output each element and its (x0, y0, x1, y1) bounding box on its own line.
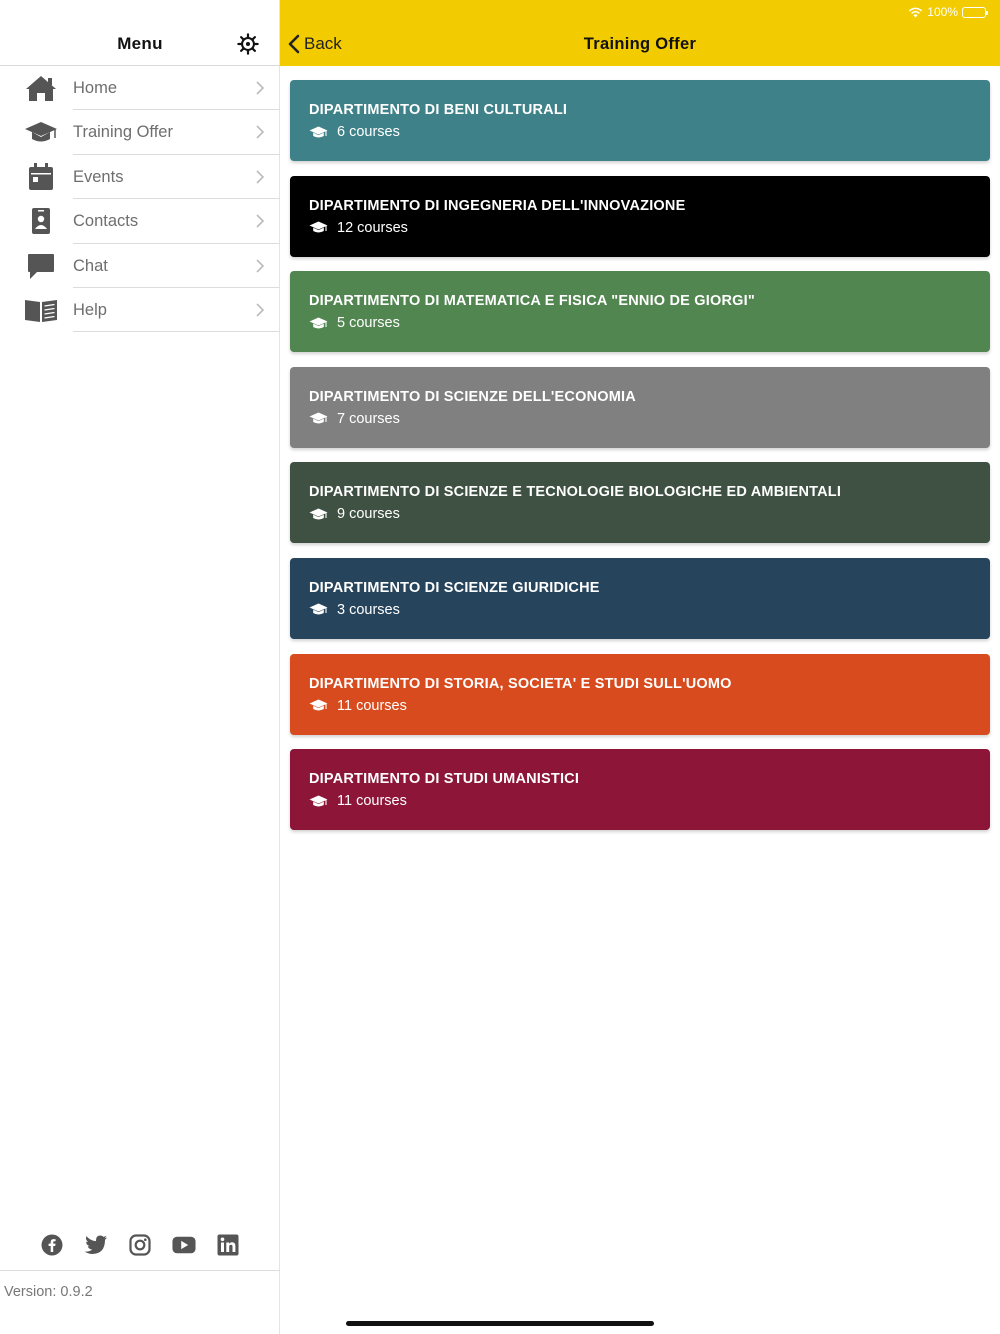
sidebar-item-label: Events (73, 167, 124, 186)
sidebar-item-label: Home (73, 79, 118, 97)
department-card[interactable] (290, 80, 990, 161)
course-count-label: 3 courses (337, 601, 400, 618)
chat-bubble-icon (24, 252, 58, 280)
status-bar (908, 4, 986, 20)
department-name: DIPARTIMENTO DI SCIENZE GIURIDICHE (309, 579, 600, 596)
department-card[interactable] (290, 176, 990, 257)
sidebar-item-label: Chat (73, 256, 108, 275)
linkedin-icon[interactable] (216, 1233, 240, 1257)
course-count (309, 220, 408, 236)
department-name: DIPARTIMENTO DI STORIA, SOCIETA' E STUDI SULL'UOMO (309, 675, 732, 692)
department-card[interactable] (290, 749, 990, 830)
graduation-cap-icon (309, 794, 329, 808)
instagram-icon[interactable] (128, 1233, 152, 1257)
department-name: DIPARTIMENTO DI MATEMATICA E FISICA "ENNIO DE GIORGI" (309, 293, 755, 310)
sidebar-item-label: Training Offer (73, 123, 173, 142)
course-count (309, 602, 400, 618)
chevron-right-icon (255, 169, 265, 185)
department-name: DIPARTIMENTO DI BENI CULTURALI (309, 102, 568, 118)
sidebar-item-training-offer[interactable] (0, 110, 280, 154)
course-count (309, 315, 400, 331)
course-count (309, 506, 400, 522)
youtube-icon[interactable] (172, 1233, 196, 1257)
department-list (290, 80, 990, 845)
department-name: DIPARTIMENTO DI SCIENZE DELL'ECONOMIA (309, 388, 636, 405)
course-count-label: 7 courses (337, 410, 400, 427)
chevron-right-icon (255, 302, 265, 318)
home-indicator[interactable] (346, 1321, 654, 1326)
course-count (309, 124, 400, 140)
department-card[interactable] (290, 271, 990, 352)
sidebar-menu (0, 0, 280, 1334)
book-icon (24, 296, 58, 324)
course-count-label: 5 courses (337, 315, 400, 332)
home-icon (24, 74, 58, 102)
facebook-icon[interactable] (40, 1233, 64, 1257)
top-navigation-bar (280, 0, 1000, 66)
department-card[interactable] (290, 654, 990, 735)
sidebar-item-home[interactable] (0, 66, 280, 110)
chevron-right-icon (255, 213, 265, 229)
menu-list (0, 66, 280, 332)
graduation-cap-icon (309, 507, 329, 521)
divider (0, 1270, 280, 1271)
chevron-right-icon (255, 258, 265, 274)
graduation-cap-icon (309, 125, 329, 139)
course-count (309, 411, 400, 427)
course-count (309, 793, 407, 809)
department-card[interactable] (290, 558, 990, 639)
graduation-cap-icon (309, 316, 329, 330)
page-title: Training Offer (583, 35, 697, 53)
social-links (0, 1230, 280, 1260)
graduation-cap-icon (309, 412, 329, 426)
calendar-icon (24, 163, 58, 191)
divider (73, 331, 280, 332)
graduation-cap-icon (24, 118, 58, 146)
course-count (309, 698, 407, 714)
menu-title: Menu (117, 34, 163, 53)
graduation-cap-icon (309, 221, 329, 235)
department-card[interactable] (290, 462, 990, 543)
course-count-label: 12 courses (337, 219, 408, 236)
chevron-right-icon (255, 80, 265, 96)
course-count-label: 11 courses (337, 793, 407, 810)
version-label: Version: 0.9.2 (4, 1284, 93, 1300)
course-count-label: 11 courses (337, 697, 407, 714)
back-label: Back (304, 34, 342, 53)
sidebar-item-help[interactable] (0, 288, 280, 332)
course-count-label: 9 courses (337, 506, 400, 523)
sidebar-item-events[interactable] (0, 155, 280, 199)
course-count-label: 6 courses (337, 124, 400, 140)
sidebar-header (0, 0, 280, 66)
department-name: DIPARTIMENTO DI STUDI UMANISTICI (309, 771, 580, 788)
department-name: DIPARTIMENTO DI SCIENZE E TECNOLOGIE BIOLOGICHE ED AMBIENTALI (309, 484, 842, 501)
battery-icon (962, 7, 986, 18)
graduation-cap-icon (309, 603, 329, 617)
battery-percentage: 100% (927, 5, 958, 19)
wifi-icon (908, 7, 923, 18)
sidebar-item-chat[interactable] (0, 244, 280, 288)
sidebar-item-label: Contacts (73, 212, 139, 231)
sidebar-item-label: Help (73, 300, 107, 319)
chevron-right-icon (255, 124, 265, 140)
department-name: DIPARTIMENTO DI INGEGNERIA DELL'INNOVAZIONE (309, 197, 686, 214)
department-card[interactable] (290, 367, 990, 448)
graduation-cap-icon (309, 699, 329, 713)
contact-card-icon (24, 207, 58, 235)
sidebar-item-contacts[interactable] (0, 199, 280, 243)
twitter-icon[interactable] (84, 1233, 108, 1257)
settings-gear-icon[interactable] (236, 32, 260, 56)
